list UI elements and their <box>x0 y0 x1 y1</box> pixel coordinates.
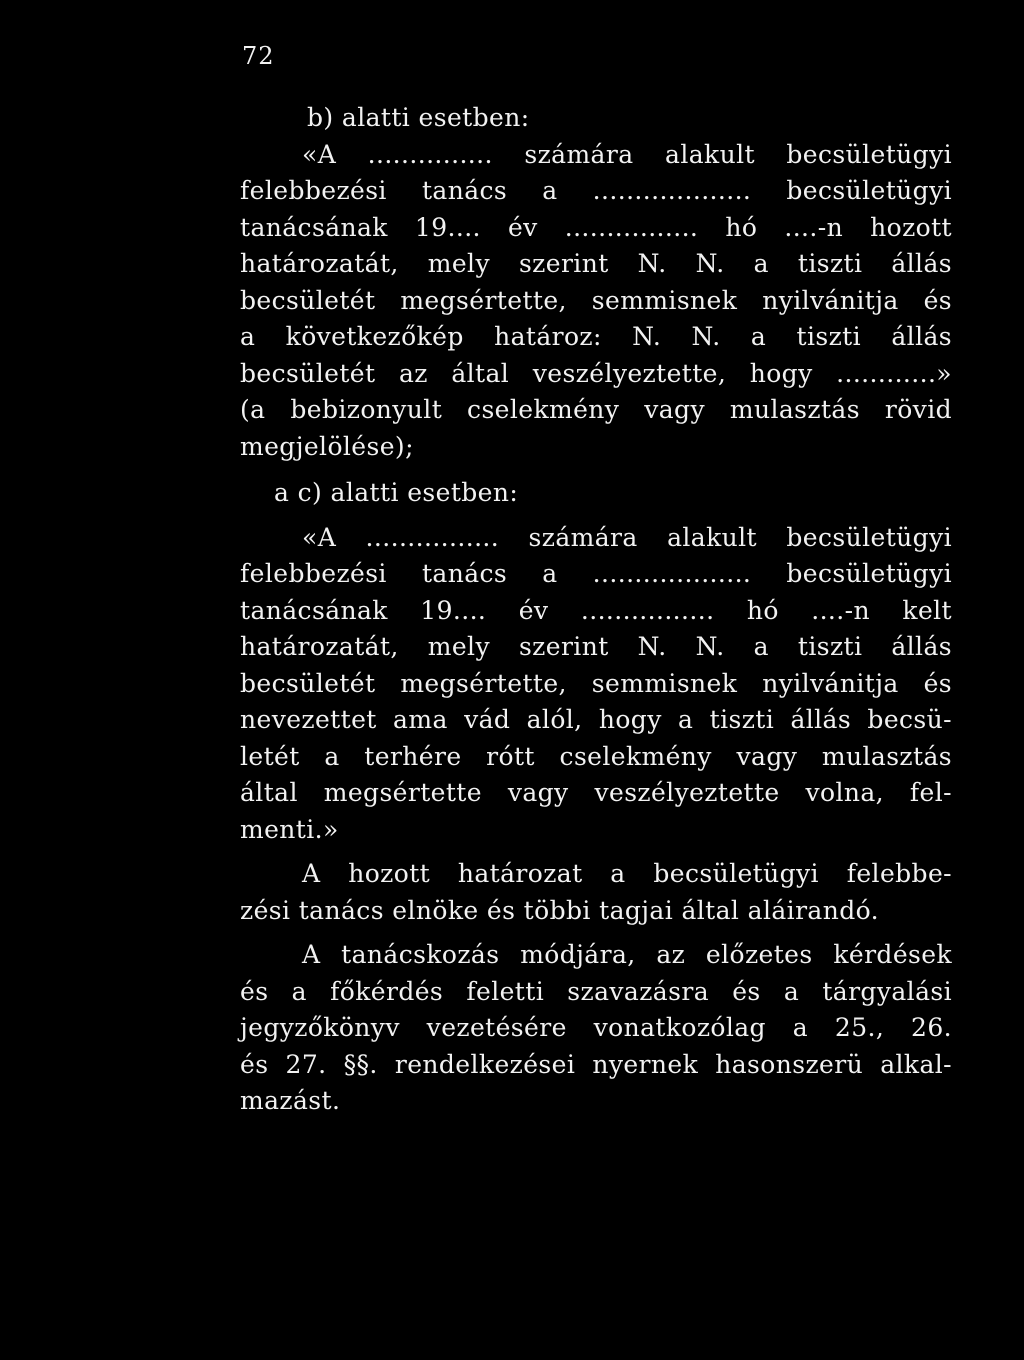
paragraph-line: A hozott határozat a becsületügyi felebbe- <box>302 859 952 888</box>
quote-line: által megsértette vagy veszélyeztette volna, fel- <box>240 778 952 807</box>
quote-block-b <box>240 137 952 466</box>
quote-line: tanácsának 19.... év ................ hó ....-n hozott <box>240 212 952 242</box>
paragraph-signature <box>240 856 952 929</box>
quote-line: határozatát, mely szerint N. N. a tiszti állás <box>240 249 952 278</box>
quote-line: felebbezési tanács a ................... becsületügyi <box>240 176 952 205</box>
paragraph-line: A tanácskozás módjára, az előzetes kérdések <box>302 940 952 969</box>
quote-line: (a bebizonyult cselekmény vagy mulasztás rövid <box>240 395 952 424</box>
quote-line: becsületét megsértette, semmisnek nyilvánitja és <box>240 285 952 315</box>
quote-line: menti.» <box>240 814 339 844</box>
quote-line: tanácsának 19.... év ................ hó ....-n kelt <box>240 595 952 625</box>
quote-line: megjelölése); <box>240 431 414 461</box>
quote-line: a következőkép határoz: N. N. a tiszti állás <box>240 322 952 351</box>
quote-line: becsületét megsértette, semmisnek nyilvánitja és <box>240 668 952 698</box>
quote-line: letét a terhére rótt cselekmény vagy mulasztás <box>240 741 952 771</box>
document-body <box>240 100 952 1120</box>
section-heading-b: b) alatti esetben: <box>307 103 530 132</box>
page-number: 72 <box>242 42 275 70</box>
quote-line: felebbezési tanács a ................... becsületügyi <box>240 559 952 588</box>
section-heading-c: a c) alatti esetben: <box>274 478 519 507</box>
paragraph-line: mazást. <box>240 1086 341 1115</box>
quote-line: «A ................ számára alakult becsületügyi <box>302 522 952 552</box>
quote-block-c <box>240 520 952 849</box>
paragraph-line: és 27. §§. rendelkezései nyernek hasonszerü alkal- <box>240 1049 952 1079</box>
quote-line: becsületét az által veszélyeztette, hogy ............» <box>240 358 952 388</box>
paragraph-deliberation <box>240 937 952 1120</box>
quote-line: «A ............... számára alakult becsületügyi <box>302 139 952 169</box>
quote-line: nevezettet ama vád alól, hogy a tiszti állás becsü- <box>240 705 952 734</box>
paragraph-line: jegyzőkönyv vezetésére vonatkozólag a 25., 26. <box>240 1013 952 1042</box>
paragraph-line: zési tanács elnöke és többi tagjai által aláirandó. <box>240 895 879 925</box>
quote-line: határozatát, mely szerint N. N. a tiszti állás <box>240 632 952 661</box>
paragraph-line: és a főkérdés feletti szavazásra és a tárgyalási <box>240 976 952 1006</box>
